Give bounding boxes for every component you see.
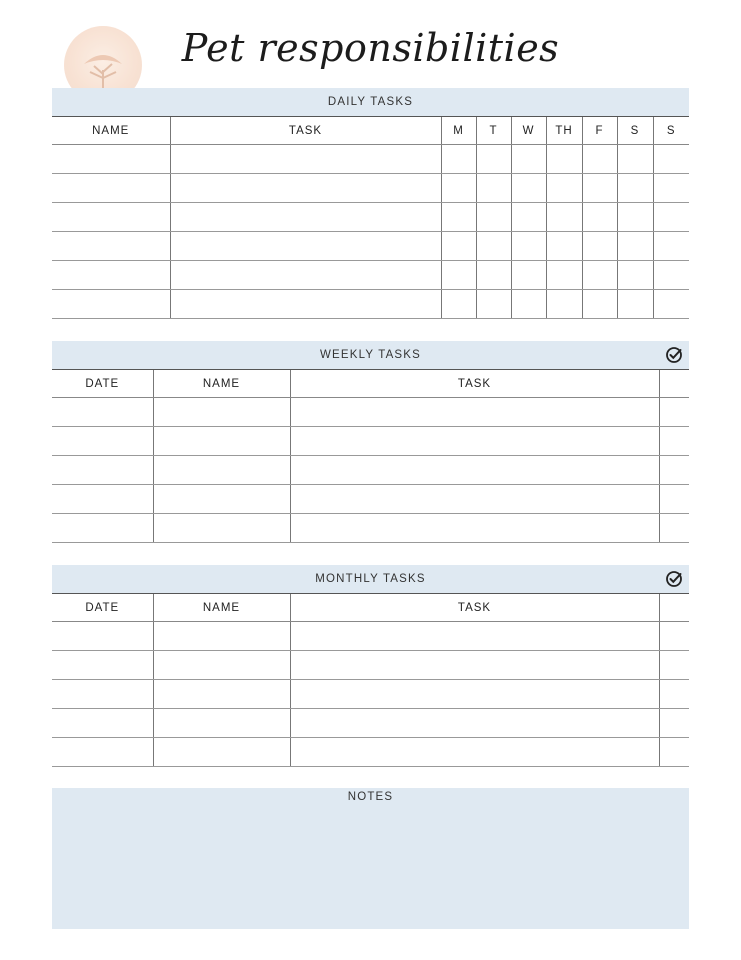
notes-area[interactable] (52, 788, 689, 929)
weekly-table-cell[interactable] (52, 398, 153, 427)
col-header-fri: F (582, 117, 617, 145)
daily-table-cell[interactable] (52, 290, 170, 319)
monthly-tasks-section (52, 565, 689, 767)
monthly-table-cell[interactable] (659, 709, 689, 738)
col-header-name: NAME (153, 370, 290, 398)
daily-table-cell[interactable] (617, 290, 653, 319)
daily-table-cell[interactable] (617, 174, 653, 203)
daily-table-cell[interactable] (476, 145, 511, 174)
weekly-table-cell[interactable] (659, 514, 689, 543)
weekly-table-cell[interactable] (659, 456, 689, 485)
monthly-table-cell[interactable] (52, 651, 153, 680)
daily-table-cell[interactable] (511, 174, 546, 203)
weekly-table-cell[interactable] (290, 427, 659, 456)
weekly-table-cell[interactable] (153, 427, 290, 456)
weekly-tasks-header (52, 341, 689, 369)
daily-table-cell[interactable] (617, 261, 653, 290)
daily-table-cell[interactable] (511, 203, 546, 232)
monthly-table-cell[interactable] (659, 680, 689, 709)
daily-table-cell[interactable] (476, 232, 511, 261)
monthly-table-cell[interactable] (52, 680, 153, 709)
weekly-table-cell[interactable] (52, 514, 153, 543)
monthly-table-row (52, 622, 689, 651)
weekly-table-row (52, 456, 689, 485)
daily-table-cell[interactable] (546, 261, 582, 290)
weekly-table-cell[interactable] (52, 485, 153, 514)
check-circle-icon (665, 346, 683, 364)
daily-table-cell[interactable] (52, 232, 170, 261)
monthly-table-row (52, 651, 689, 680)
daily-table-cell[interactable] (653, 174, 689, 203)
daily-table-cell[interactable] (582, 261, 617, 290)
monthly-table-row (52, 709, 689, 738)
daily-table-cell[interactable] (441, 232, 476, 261)
daily-table-cell[interactable] (170, 232, 441, 261)
weekly-tasks-table (52, 369, 689, 543)
notes-heading: NOTES (347, 791, 394, 803)
daily-table-cell[interactable] (476, 290, 511, 319)
daily-table-cell[interactable] (653, 203, 689, 232)
daily-table-cell[interactable] (582, 290, 617, 319)
daily-table-row (52, 145, 689, 174)
daily-table-cell[interactable] (546, 203, 582, 232)
daily-table-cell[interactable] (582, 145, 617, 174)
col-header-sun: S (653, 117, 689, 145)
monthly-header-row (52, 594, 689, 622)
col-header-wed: W (511, 117, 546, 145)
daily-table-cell[interactable] (170, 203, 441, 232)
daily-tasks-section (52, 88, 689, 319)
monthly-table-cell[interactable] (290, 651, 659, 680)
col-header-task: TASK (170, 117, 441, 145)
daily-table-cell[interactable] (511, 290, 546, 319)
page-title: Pet responsibilities (181, 26, 560, 70)
daily-table-cell[interactable] (441, 174, 476, 203)
weekly-table-cell[interactable] (290, 514, 659, 543)
weekly-table-cell[interactable] (52, 456, 153, 485)
daily-table-cell[interactable] (441, 203, 476, 232)
weekly-table-cell[interactable] (659, 485, 689, 514)
daily-tasks-table (52, 116, 689, 319)
col-header-task: TASK (290, 594, 659, 622)
daily-table-cell[interactable] (653, 145, 689, 174)
col-header-name: NAME (52, 117, 170, 145)
col-header-thu: TH (546, 117, 582, 145)
daily-table-row (52, 174, 689, 203)
weekly-table-cell[interactable] (290, 485, 659, 514)
daily-header-row (52, 117, 689, 145)
weekly-tasks-heading: WEEKLY TASKS (319, 349, 422, 361)
daily-tasks-heading: DAILY TASKS (327, 96, 414, 108)
daily-table-cell[interactable] (617, 145, 653, 174)
col-header-date: DATE (52, 594, 153, 622)
daily-table-cell[interactable] (52, 174, 170, 203)
monthly-table-cell[interactable] (290, 709, 659, 738)
weekly-header-row (52, 370, 689, 398)
monthly-tasks-header (52, 565, 689, 593)
weekly-table-row (52, 427, 689, 456)
monthly-table-cell[interactable] (153, 680, 290, 709)
daily-table-cell[interactable] (582, 203, 617, 232)
monthly-table-cell[interactable] (153, 651, 290, 680)
daily-table-cell[interactable] (653, 232, 689, 261)
daily-table-cell[interactable] (511, 145, 546, 174)
daily-table-cell[interactable] (52, 145, 170, 174)
monthly-table-cell[interactable] (290, 680, 659, 709)
weekly-table-row (52, 485, 689, 514)
col-header-date: DATE (52, 370, 153, 398)
monthly-table-cell[interactable] (659, 738, 689, 767)
daily-table-cell[interactable] (170, 290, 441, 319)
col-header-check (659, 594, 689, 622)
daily-table-row (52, 261, 689, 290)
monthly-table-cell[interactable] (290, 622, 659, 651)
col-header-tue: T (476, 117, 511, 145)
monthly-table-cell[interactable] (153, 709, 290, 738)
weekly-table-cell[interactable] (52, 427, 153, 456)
daily-table-cell[interactable] (170, 174, 441, 203)
monthly-table-cell[interactable] (52, 738, 153, 767)
weekly-table-cell[interactable] (659, 398, 689, 427)
monthly-table-cell[interactable] (659, 622, 689, 651)
weekly-tasks-section (52, 341, 689, 543)
monthly-table-cell[interactable] (290, 738, 659, 767)
daily-table-cell[interactable] (441, 145, 476, 174)
weekly-table-cell[interactable] (153, 456, 290, 485)
check-circle-icon (665, 570, 683, 588)
monthly-tasks-table (52, 593, 689, 767)
daily-table-cell[interactable] (170, 261, 441, 290)
daily-table-row (52, 203, 689, 232)
daily-table-cell[interactable] (582, 174, 617, 203)
col-header-check (659, 370, 689, 398)
daily-table-row (52, 232, 689, 261)
weekly-table-row (52, 398, 689, 427)
daily-table-cell[interactable] (546, 232, 582, 261)
col-header-task: TASK (290, 370, 659, 398)
daily-table-cell[interactable] (170, 145, 441, 174)
monthly-table-cell[interactable] (153, 622, 290, 651)
daily-table-cell[interactable] (511, 261, 546, 290)
weekly-table-row (52, 514, 689, 543)
col-header-mon: M (441, 117, 476, 145)
weekly-table-cell[interactable] (290, 456, 659, 485)
daily-table-cell[interactable] (546, 290, 582, 319)
monthly-table-row (52, 680, 689, 709)
weekly-table-cell[interactable] (659, 427, 689, 456)
daily-table-cell[interactable] (476, 203, 511, 232)
col-header-sat: S (617, 117, 653, 145)
daily-table-cell[interactable] (653, 290, 689, 319)
monthly-table-cell[interactable] (659, 651, 689, 680)
monthly-table-cell[interactable] (52, 622, 153, 651)
monthly-tasks-heading: MONTHLY TASKS (315, 573, 426, 585)
weekly-table-cell[interactable] (290, 398, 659, 427)
weekly-table-cell[interactable] (153, 514, 290, 543)
daily-table-cell[interactable] (52, 261, 170, 290)
daily-table-row (52, 290, 689, 319)
monthly-table-cell[interactable] (153, 738, 290, 767)
daily-table-cell[interactable] (511, 232, 546, 261)
daily-table-cell[interactable] (476, 174, 511, 203)
daily-table-cell[interactable] (617, 203, 653, 232)
weekly-table-cell[interactable] (153, 398, 290, 427)
daily-table-cell[interactable] (441, 290, 476, 319)
daily-table-cell[interactable] (546, 145, 582, 174)
daily-table-cell[interactable] (52, 203, 170, 232)
monthly-table-row (52, 738, 689, 767)
col-header-name: NAME (153, 594, 290, 622)
daily-table-cell[interactable] (582, 232, 617, 261)
weekly-table-cell[interactable] (153, 485, 290, 514)
monthly-table-cell[interactable] (52, 709, 153, 738)
daily-tasks-header (52, 88, 689, 116)
daily-table-cell[interactable] (441, 261, 476, 290)
daily-table-cell[interactable] (653, 261, 689, 290)
daily-table-cell[interactable] (546, 174, 582, 203)
daily-table-cell[interactable] (617, 232, 653, 261)
daily-table-cell[interactable] (476, 261, 511, 290)
